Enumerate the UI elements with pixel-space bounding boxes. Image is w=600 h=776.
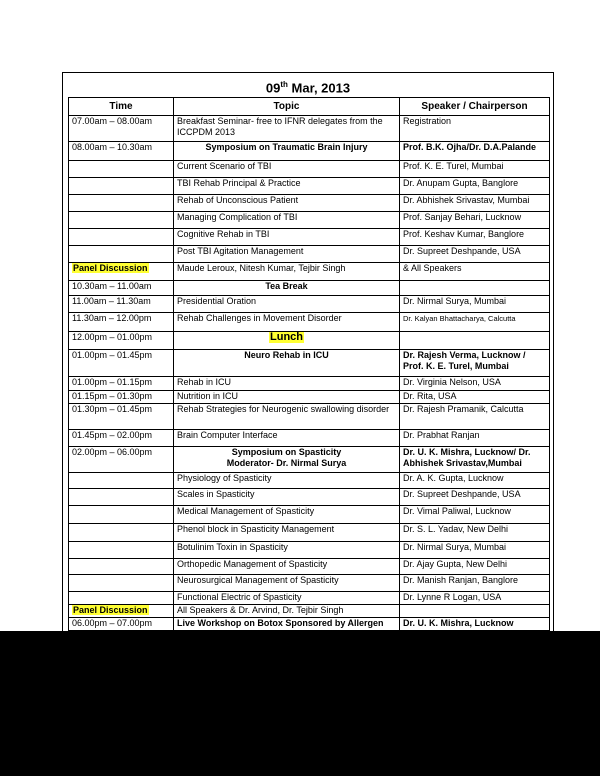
speaker-cell [400,605,550,618]
topic-cell: TBI Rehab Principal & Practice [174,178,400,195]
time-cell [69,605,174,618]
speaker-cell: Dr. Rajesh Verma, Lucknow / Prof. K. E. Turel, Mumbai [400,350,550,377]
speaker-cell: Dr. Nirmal Surya, Mumbai [400,542,550,559]
speaker-cell: Dr. Vimal Paliwal, Lucknow [400,506,550,524]
topic-cell [174,332,400,350]
speaker-cell: & All Speakers [400,263,550,281]
speaker-cell [400,332,550,350]
time-cell [69,195,174,212]
table-row [69,404,550,430]
table-row [69,391,550,404]
speaker-cell: Prof. Sanjay Behari, Lucknow [400,212,550,229]
table-row [69,212,550,229]
topic-cell: Brain Computer Interface [174,430,400,447]
table-row [69,506,550,524]
table-row [69,489,550,506]
speaker-cell: Dr. Virginia Nelson, USA [400,377,550,391]
speaker-cell: Dr. S. L. Yadav, New Delhi [400,524,550,542]
topic-cell: Presidential Oration [174,296,400,313]
topic-cell: Symposium on Traumatic Brain Injury [174,142,400,161]
table-row [69,542,550,559]
time-cell [69,559,174,575]
topic-cell: All Speakers & Dr. Arvind, Dr. Tejbir Singh [174,605,400,618]
speaker-cell: Prof. B.K. Ojha/Dr. D.A.Palande [400,142,550,161]
speaker-cell [400,281,550,296]
topic-cell: Rehab Challenges in Movement Disorder [174,313,400,332]
time-cell: 10.30am – 11.00am [69,281,174,296]
table-row [69,559,550,575]
header-row [69,98,550,116]
speaker-cell: Dr. Kalyan Bhattacharya, Calcutta [400,313,550,332]
topic-cell: Physiology of Spasticity [174,473,400,489]
time-cell: 01.00pm – 01.15pm [69,377,174,391]
table-row [69,332,550,350]
speaker-cell: Dr. Manish Ranjan, Banglore [400,575,550,592]
speaker-cell: Dr. Prabhat Ranjan [400,430,550,447]
spasticity-moderator: Moderator- Dr. Nirmal Surya [226,458,347,468]
table-row [69,229,550,246]
table-row [69,263,550,281]
speaker-cell: Dr. Lynne R Logan, USA [400,592,550,605]
topic-cell: Neurosurgical Management of Spasticity [174,575,400,592]
topic-cell: Phenol block in Spasticity Management [174,524,400,542]
time-cell [69,489,174,506]
table-row [69,296,550,313]
time-cell [69,178,174,195]
table-row [69,605,550,618]
topic-cell: Rehab of Unconscious Patient [174,195,400,212]
speaker-cell: Dr. A. K. Gupta, Lucknow [400,473,550,489]
speaker-cell: Dr. Rajesh Pramanik, Calcutta [400,404,550,430]
speaker-cell: Dr. Rita, USA [400,391,550,404]
speaker-cell: Dr. Supreet Deshpande, USA [400,246,550,263]
topic-cell: Neuro Rehab in ICU [174,350,400,377]
table-row [69,377,550,391]
table-row [69,350,550,377]
topic-cell: Rehab Strategies for Neurogenic swallowing disorder [174,404,400,430]
schedule-table [68,97,550,631]
topic-cell: Managing Complication of TBI [174,212,400,229]
table-row [69,473,550,489]
table-row [69,430,550,447]
speaker-cell: Dr. Anupam Gupta, Banglore [400,178,550,195]
table-row [69,313,550,332]
time-cell [69,506,174,524]
time-cell: 06.00pm – 07.00pm [69,618,174,631]
table-row [69,281,550,296]
time-cell: 01.15pm – 01.30pm [69,391,174,404]
time-cell [69,229,174,246]
topic-cell: Scales in Spasticity [174,489,400,506]
topic-cell: Botulinim Toxin in Spasticity [174,542,400,559]
time-cell [69,212,174,229]
time-cell [69,246,174,263]
spasticity-symposium-title: Symposium on Spasticity [231,447,342,457]
time-cell [69,263,174,281]
speaker-header: Speaker / Chairperson [400,98,550,116]
speaker-cell: Dr. U. K. Mishra, Lucknow [400,618,550,631]
table-row [69,142,550,161]
topic-cell: Nutrition in ICU [174,391,400,404]
table-row [69,195,550,212]
topic-cell: Tea Break [174,281,400,296]
topic-cell: Current Scenario of TBI [174,161,400,178]
topic-cell: Functional Electric of Spasticity [174,592,400,605]
topic-cell: Live Workshop on Botox Sponsored by Allergen [174,618,400,631]
time-cell: 01.30pm – 01.45pm [69,404,174,430]
time-cell [69,161,174,178]
table-row [69,592,550,605]
table-row [69,575,550,592]
speaker-cell: Dr. Supreet Deshpande, USA [400,489,550,506]
table-row [69,447,550,473]
topic-cell: Rehab in ICU [174,377,400,391]
panel-discussion-highlight: Panel Discussion [73,605,148,615]
topic-cell: Post TBI Agitation Management [174,246,400,263]
time-cell [69,592,174,605]
time-cell: 07.00am – 08.00am [69,116,174,142]
time-cell: 11.30am – 12.00pm [69,313,174,332]
table-row [69,178,550,195]
redaction-bar [0,631,600,776]
time-cell: 02.00pm – 06.00pm [69,447,174,473]
topic-cell: Breakfast Seminar- free to IFNR delegates from the ICCPDM 2013 [174,116,400,142]
table-row [69,524,550,542]
speaker-cell: Prof. K. E. Turel, Mumbai [400,161,550,178]
panel-discussion-highlight: Panel Discussion [73,263,148,273]
time-cell [69,542,174,559]
time-cell: 12.00pm – 01.00pm [69,332,174,350]
lunch-highlight: Lunch [270,331,303,343]
table-row [69,161,550,178]
table-row [69,116,550,142]
topic-cell: Cognitive Rehab in TBI [174,229,400,246]
time-cell: 08.00am – 10.30am [69,142,174,161]
topic-cell: Orthopedic Management of Spasticity [174,559,400,575]
topic-cell: Medical Management of Spasticity [174,506,400,524]
speaker-cell: Dr. Abhishek Srivastav, Mumbai [400,195,550,212]
topic-cell: Maude Leroux, Nitesh Kumar, Tejbir Singh [174,263,400,281]
speaker-cell: Registration [400,116,550,142]
speaker-cell: Dr. U. K. Mishra, Lucknow/ Dr. Abhishek Srivastav,Mumbai [400,447,550,473]
time-cell: 01.00pm – 01.45pm [69,350,174,377]
speaker-cell: Dr. Ajay Gupta, New Delhi [400,559,550,575]
time-header: Time [69,98,174,116]
schedule-page [62,72,554,637]
topic-cell [174,447,400,473]
table-row [69,246,550,263]
page-title: 09th Mar, 2013 [265,80,351,96]
speaker-cell: Prof. Keshav Kumar, Banglore [400,229,550,246]
time-cell: 01.45pm – 02.00pm [69,430,174,447]
time-cell: 11.00am – 11.30am [69,296,174,313]
time-cell [69,524,174,542]
speaker-cell: Dr. Nirmal Surya, Mumbai [400,296,550,313]
topic-header: Topic [174,98,400,116]
time-cell [69,575,174,592]
table-row [69,618,550,631]
time-cell [69,473,174,489]
